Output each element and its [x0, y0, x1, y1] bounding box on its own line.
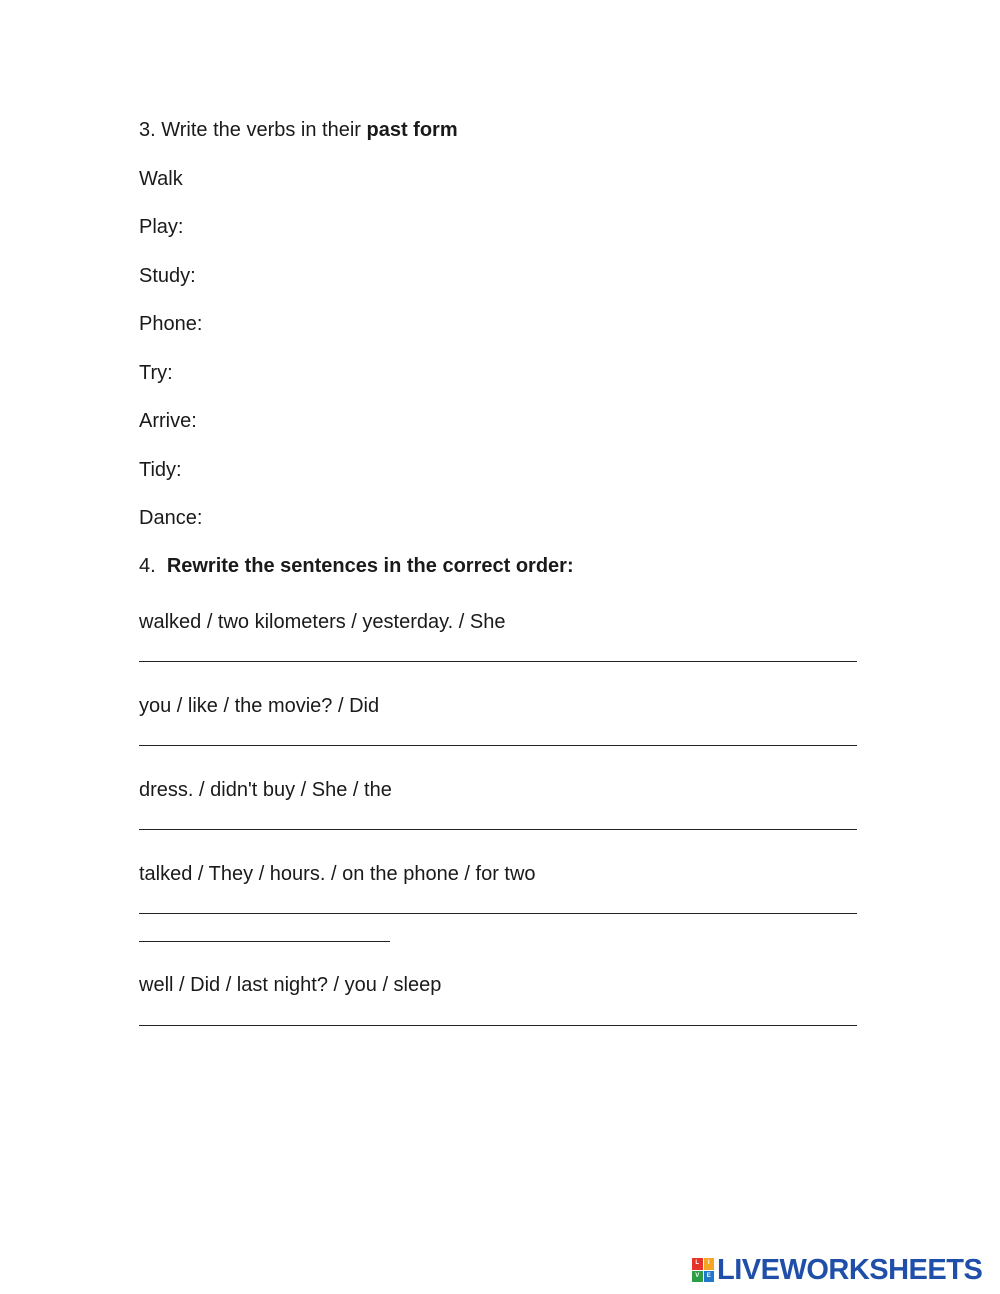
verb-item-phone: Phone:	[139, 313, 203, 335]
sentence-prompt-3: dress. / didn't buy / She / the	[139, 779, 392, 801]
section-4-heading	[139, 554, 574, 578]
answer-line-4[interactable]	[139, 913, 857, 914]
answer-line-4-continued[interactable]	[139, 941, 390, 942]
answer-line-5[interactable]	[139, 1025, 857, 1026]
section-3-heading-bold: past form	[366, 119, 458, 141]
answer-line-3[interactable]	[139, 829, 857, 830]
answer-line-1[interactable]	[139, 661, 857, 662]
section-4-heading-text: Rewrite the sentences in the correct order:	[166, 555, 574, 577]
liveworksheets-wordmark: LIVEWORKSHEETS	[717, 1254, 983, 1286]
logo-letter: E	[704, 1271, 715, 1283]
sentence-prompt-1: walked / two kilometers / yesterday. / She	[139, 611, 506, 633]
verb-item-arrive: Arrive:	[139, 410, 197, 432]
answer-line-2[interactable]	[139, 745, 857, 746]
logo-letter: I	[704, 1258, 715, 1270]
sentence-prompt-2: you / like / the movie? / Did	[139, 695, 380, 717]
sentence-prompt-5: well / Did / last night? / you / sleep	[139, 974, 442, 996]
verb-item-walk: Walk	[139, 168, 183, 190]
section-3-heading-text: 3. Write the verbs in their	[139, 119, 367, 141]
verb-item-tidy: Tidy:	[139, 459, 182, 481]
logo-letter: L	[692, 1258, 703, 1270]
verb-item-play: Play:	[139, 216, 184, 238]
liveworksheets-logo-icon	[692, 1258, 714, 1282]
liveworksheets-brand	[692, 1255, 988, 1285]
verb-item-try: Try:	[139, 362, 173, 384]
verb-item-dance: Dance:	[139, 507, 203, 529]
section-4-number: 4.	[139, 555, 156, 577]
logo-letter: V	[692, 1271, 703, 1283]
section-3-heading	[139, 118, 458, 142]
verb-item-study: Study:	[139, 265, 196, 287]
sentence-prompt-4: talked / They / hours. / on the phone / for two	[139, 863, 536, 885]
